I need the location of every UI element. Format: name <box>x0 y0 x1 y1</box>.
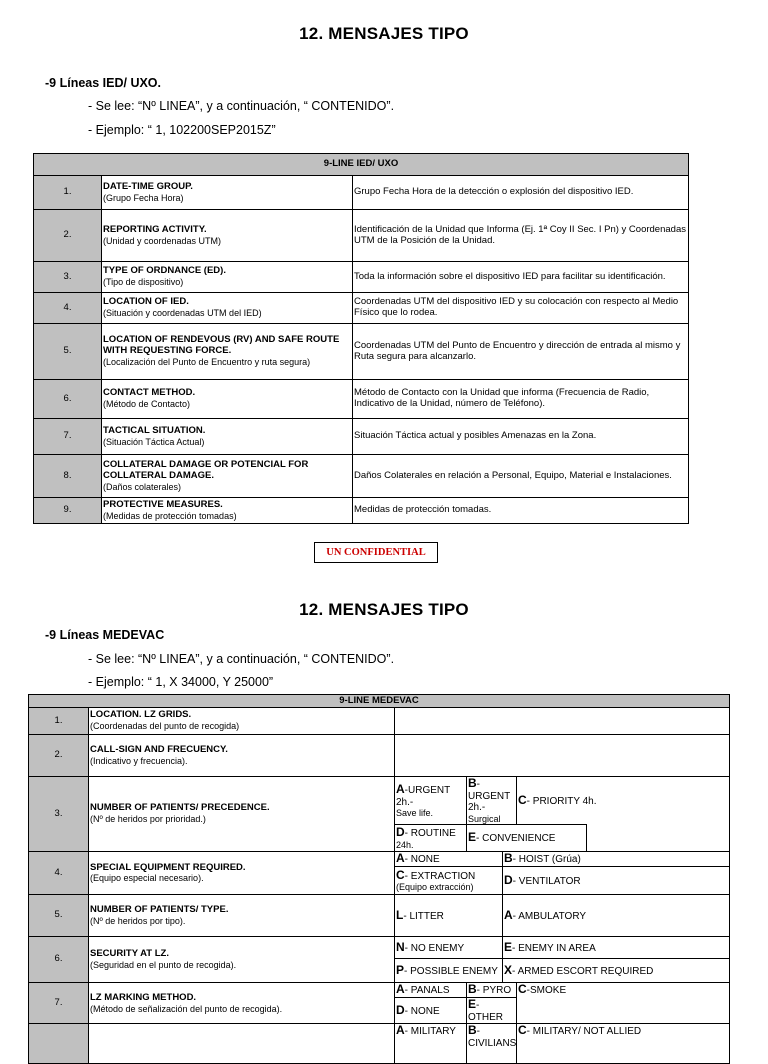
row-title: LOCATION. LZ GRIDS. <box>90 709 192 721</box>
row-description: Coordenadas UTM del dispositivo IED y su colocación con respecto al Medio Físico que lo rodea. <box>353 293 689 324</box>
option-text: - POSSIBLE ENEMY <box>404 965 498 977</box>
option-text: - LITTER <box>403 910 444 922</box>
option-letter: L <box>396 907 404 922</box>
row-title: SPECIAL EQUIPMENT REQUIRED. <box>90 861 246 873</box>
option-d <box>395 825 467 852</box>
row-subtitle: (Unidad y coordenadas UTM) <box>103 235 222 246</box>
table-row <box>29 1024 730 1064</box>
row-field <box>89 937 395 983</box>
option-p <box>395 959 503 983</box>
medevac-table <box>28 694 730 1064</box>
table-row <box>34 455 689 498</box>
row-field <box>89 1024 395 1064</box>
row-title: COLLATERAL DAMAGE OR POTENCIAL FOR COLLATERAL DAMAGE. <box>103 458 309 481</box>
option-letter: E <box>468 830 477 845</box>
ied-uxo-table <box>33 153 689 524</box>
row-subtitle: (Daños colaterales) <box>103 481 182 492</box>
option-text: - PYRO <box>476 985 512 997</box>
row-title: SECURITY AT LZ. <box>90 948 169 959</box>
row-field <box>89 735 395 777</box>
table-row <box>29 777 730 825</box>
table-row <box>34 293 689 324</box>
option-note: Surgical <box>468 813 501 824</box>
row-title: CALL-SIGN AND FRECUENCY. <box>90 743 228 755</box>
row-title: LZ MARKING METHOD. <box>90 991 197 1003</box>
option-l <box>395 895 503 937</box>
option-text: - CIVILIANS <box>468 1026 517 1050</box>
row-field <box>102 262 353 293</box>
row-title: PROTECTIVE MEASURES. <box>103 498 223 510</box>
row-number: 1. <box>29 708 89 735</box>
reading-instruction: - Se lee: “Nº LINEA”, y a continuación, “ CONTENIDO”. <box>88 652 395 666</box>
row-number: 5. <box>29 895 89 937</box>
row-subtitle: (Localización del Punto de Encuentro y ruta segura) <box>103 357 311 368</box>
row-field <box>102 324 353 380</box>
option-letter: C <box>396 867 405 882</box>
option-note: 24h. <box>396 839 414 850</box>
option-e <box>503 937 730 959</box>
option-a <box>395 983 467 998</box>
option-d <box>503 867 730 895</box>
row-number: 9. <box>34 498 102 524</box>
option-letter: A <box>396 851 405 866</box>
option-c <box>395 867 503 895</box>
row-field <box>89 895 395 937</box>
empty-cell <box>517 998 730 1024</box>
row-subtitle: (Nº de heridos por tipo). <box>90 915 186 926</box>
option-text: -SMOKE <box>526 985 567 997</box>
row-field <box>102 176 353 210</box>
option-letter: A <box>396 781 405 796</box>
option-a <box>503 895 730 937</box>
table-row <box>34 176 689 210</box>
row-subtitle: (Coordenadas del punto de recogida) <box>90 721 240 732</box>
row-number <box>29 1024 89 1064</box>
row-number: 1. <box>34 176 102 210</box>
option-letter: P <box>396 962 405 977</box>
option-text: - OTHER <box>468 1000 503 1023</box>
row-description: Coordenadas UTM del Punto de Encuentro y dirección de entrada al mismo y Ruta segura para alcanzarlo. <box>353 324 689 380</box>
table-row <box>29 895 730 937</box>
row-subtitle: (Situación Táctica Actual) <box>103 436 205 447</box>
row-number: 2. <box>34 210 102 262</box>
row-field <box>102 455 353 498</box>
option-letter: B <box>468 776 477 790</box>
option-note: (Equipo extracción) <box>396 882 474 893</box>
option-text: - NO ENEMY <box>404 942 465 954</box>
row-number: 4. <box>29 852 89 895</box>
answer-cell <box>395 735 730 777</box>
option-letter: D <box>396 1002 405 1017</box>
row-field <box>102 380 353 419</box>
row-number: 4. <box>34 293 102 324</box>
table-row <box>34 324 689 380</box>
row-description: Identificación de la Unidad que Informa (Ej. 1ª Coy II Sec. I Pn) y Coordenadas UTM de la Posición de la Unidad. <box>353 210 689 262</box>
row-subtitle: (Tipo de dispositivo) <box>103 277 184 288</box>
option-letter: D <box>504 872 513 887</box>
row-number: 7. <box>29 983 89 1024</box>
section-subtitle-ied: -9 Líneas IED/ UXO. <box>45 76 162 90</box>
option-letter: N <box>396 939 405 954</box>
option-a <box>395 777 467 825</box>
option-text: - HOIST (Grúa) <box>512 854 581 866</box>
option-letter: B <box>468 982 477 997</box>
example-line: - Ejemplo: “ 1, X 34000, Y 25000” <box>88 675 274 689</box>
confidentiality-stamp: UN CONFIDENTIAL <box>314 542 438 563</box>
row-title: TYPE OF ORDNANCE (ED). <box>103 265 226 277</box>
table-row <box>29 735 730 777</box>
option-text: - ENEMY IN AREA <box>512 942 596 954</box>
row-subtitle: (Método de señalización del punto de recogida). <box>90 1003 283 1014</box>
option-text: - VENTILATOR <box>512 875 581 887</box>
page-title: 12. MENSAJES TIPO <box>299 24 469 43</box>
option-text: - PRIORITY 4h. <box>526 795 597 807</box>
row-description: Método de Contacto con la Unidad que informa (Frecuencia de Radio, Indicativo de la Unidad, número de Teléfono). <box>353 380 689 419</box>
row-number: 3. <box>34 262 102 293</box>
table-row <box>34 419 689 455</box>
option-c <box>517 983 730 998</box>
row-subtitle: (Indicativo y frecuencia). <box>90 755 188 766</box>
row-title: NUMBER OF PATIENTS/ TYPE. <box>90 904 229 915</box>
row-title: TACTICAL SITUATION. <box>103 424 206 436</box>
row-title: DATE-TIME GROUP. <box>103 180 193 192</box>
row-title: LOCATION OF IED. <box>103 296 189 308</box>
option-letter: C <box>518 792 527 807</box>
option-text: - NONE <box>404 854 440 866</box>
option-text: - NONE <box>404 1005 440 1017</box>
row-field <box>89 777 395 852</box>
table-row <box>34 262 689 293</box>
option-letter: X <box>504 962 513 977</box>
option-d <box>395 998 467 1024</box>
row-number: 6. <box>29 937 89 983</box>
option-text: - PANALS <box>404 985 450 997</box>
reading-instruction: - Se lee: “Nº LINEA”, y a continuación, “ CONTENIDO”. <box>88 99 395 113</box>
row-subtitle: (Nº de heridos por prioridad.) <box>90 814 206 825</box>
option-text: - MILITARY <box>404 1026 456 1038</box>
row-field <box>89 708 395 735</box>
option-text: - MILITARY/ NOT ALLIED <box>526 1026 642 1038</box>
option-letter: E <box>468 997 477 1012</box>
option-letter: B <box>468 1023 477 1038</box>
option-x <box>503 959 730 983</box>
option-text: - URGENT 2h.- <box>468 779 511 814</box>
option-letter: C <box>518 1023 527 1038</box>
option-text: -URGENT 2h.- <box>396 784 451 808</box>
row-description: Grupo Fecha Hora de la detección o explosión del dispositivo IED. <box>353 176 689 210</box>
row-subtitle: (Seguridad en el punto de recogida). <box>90 959 237 970</box>
option-c <box>517 1024 730 1064</box>
row-title: LOCATION OF RENDEVOUS (RV) AND SAFE ROUTE WITH REQUESTING FORCE. <box>103 334 340 357</box>
table-row <box>29 937 730 959</box>
row-subtitle: (Situación y coordenadas UTM del IED) <box>103 308 262 319</box>
option-c <box>517 777 730 825</box>
table-row <box>29 708 730 735</box>
option-e <box>467 825 587 852</box>
option-letter: B <box>504 851 513 866</box>
row-subtitle: (Método de Contacto) <box>103 399 191 410</box>
row-number: 5. <box>34 324 102 380</box>
option-note: Save life. <box>396 808 434 819</box>
table-row <box>34 380 689 419</box>
option-letter: D <box>396 825 405 840</box>
option-text: - EXTRACTION <box>404 870 476 882</box>
answer-cell <box>395 708 730 735</box>
table-row <box>34 210 689 262</box>
option-text: - ROUTINE <box>404 828 456 840</box>
row-subtitle: (Equipo especial necesario). <box>90 873 204 884</box>
example-line: - Ejemplo: “ 1, 102200SEP2015Z” <box>88 123 276 137</box>
table-header: 9-LINE IED/ UXO <box>34 154 689 176</box>
row-subtitle: (Medidas de protección tomadas) <box>103 510 237 521</box>
section-subtitle-medevac: -9 Líneas MEDEVAC <box>45 628 165 642</box>
row-field <box>102 419 353 455</box>
row-number: 2. <box>29 735 89 777</box>
option-letter: A <box>396 982 405 997</box>
row-field <box>102 498 353 524</box>
option-b <box>467 1024 517 1064</box>
row-title: NUMBER OF PATIENTS/ PRECEDENCE. <box>90 802 270 814</box>
option-e <box>467 998 517 1024</box>
row-title: REPORTING ACTIVITY. <box>103 223 207 235</box>
option-b <box>467 983 517 998</box>
option-letter: E <box>504 939 513 954</box>
option-text: - CONVENIENCE <box>476 833 556 845</box>
row-number: 7. <box>34 419 102 455</box>
row-subtitle: (Grupo Fecha Hora) <box>103 192 184 203</box>
row-number: 3. <box>29 777 89 852</box>
option-b <box>467 777 517 825</box>
row-field <box>102 293 353 324</box>
option-letter: A <box>396 1023 405 1038</box>
row-field <box>102 210 353 262</box>
row-title: CONTACT METHOD. <box>103 387 196 399</box>
table-row <box>29 983 730 998</box>
option-a <box>395 1024 467 1064</box>
page-title: 12. MENSAJES TIPO <box>299 600 469 619</box>
option-letter: A <box>504 907 513 922</box>
option-letter: C <box>518 982 527 997</box>
table-row <box>29 852 730 867</box>
row-description: Daños Colaterales en relación a Personal, Equipo, Material e Instalaciones. <box>353 455 689 498</box>
row-description: Toda la información sobre el dispositivo IED para facilitar su identificación. <box>353 262 689 293</box>
row-description: Medidas de protección tomadas. <box>353 498 689 524</box>
table-header: 9-LINE MEDEVAC <box>29 695 730 708</box>
row-field <box>89 852 395 895</box>
option-n <box>395 937 503 959</box>
table-row <box>34 498 689 524</box>
option-a <box>395 852 503 867</box>
option-b <box>503 852 730 867</box>
option-text: - ARMED ESCORT REQUIRED <box>512 965 654 977</box>
empty-cell <box>587 825 730 852</box>
row-number: 8. <box>34 455 102 498</box>
row-number: 6. <box>34 380 102 419</box>
row-description: Situación Táctica actual y posibles Amenazas en la Zona. <box>353 419 689 455</box>
option-text: - AMBULATORY <box>512 910 587 922</box>
row-field <box>89 983 395 1024</box>
